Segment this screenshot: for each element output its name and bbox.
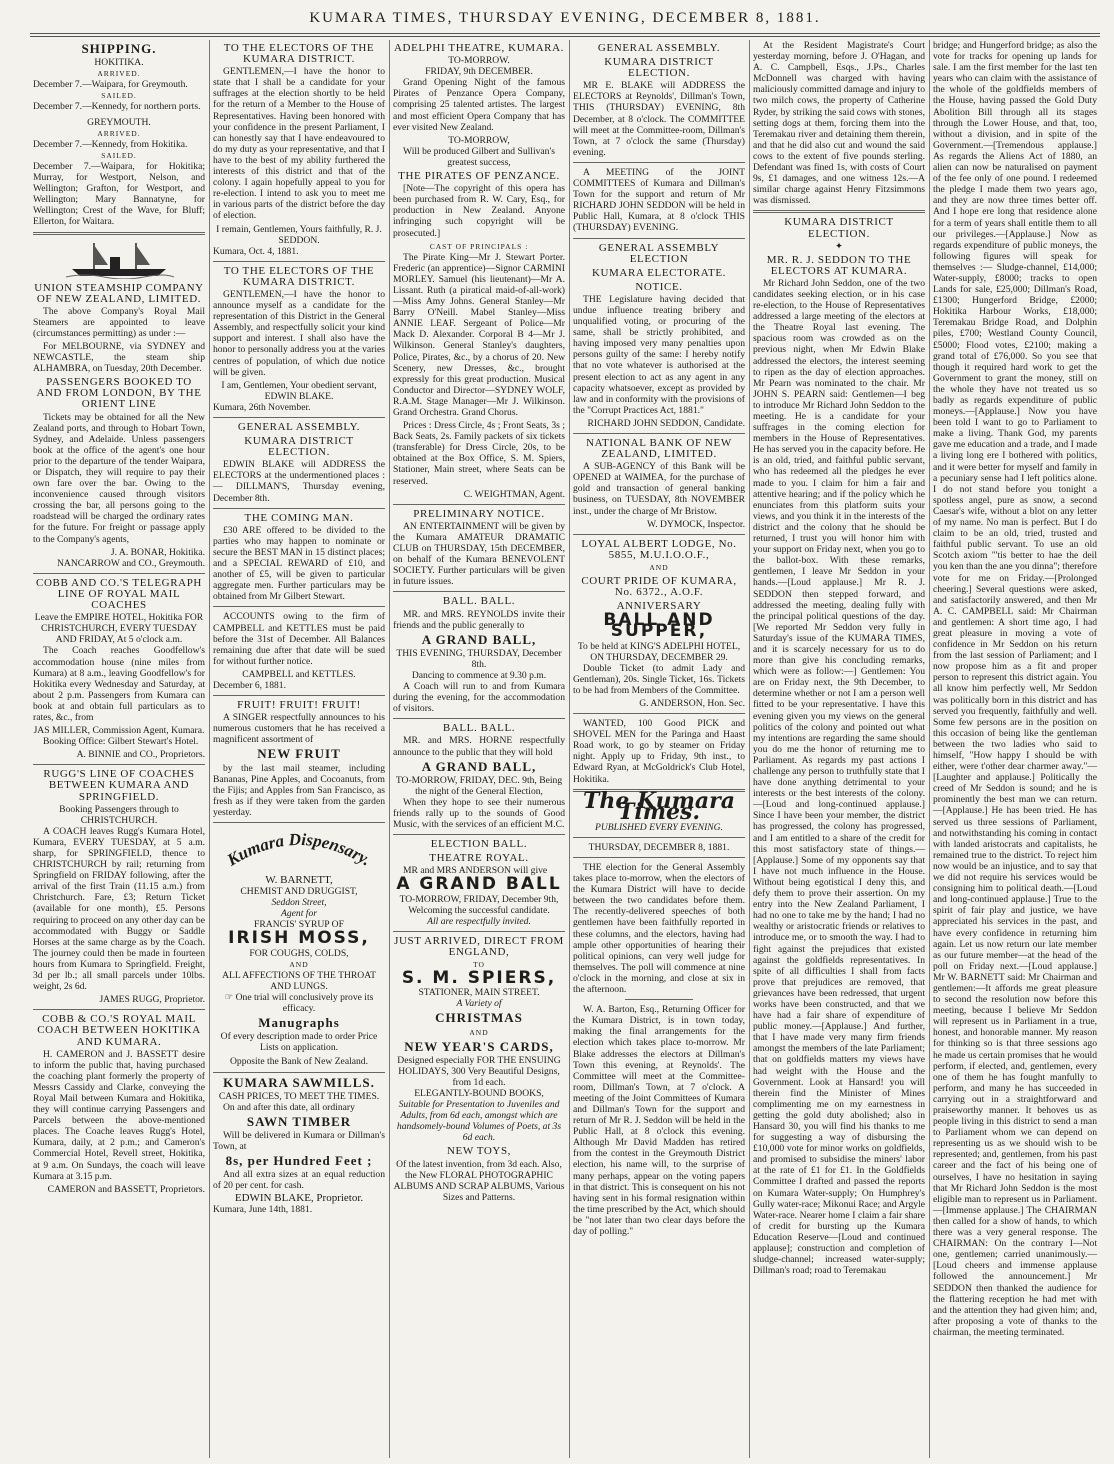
sawmills-title: KUMARA SAWMILLS.: [223, 1074, 375, 1090]
sawmills-text-2: Will be delivered in Kumara or Dillman's Town, at: [213, 1129, 385, 1152]
masthead-rule-2: [30, 36, 1100, 37]
shipping-port: GREYMOUTH.: [87, 116, 151, 128]
barnett-name: W. BARNETT,: [265, 874, 333, 886]
district-election-title: KUMARA DISTRICT ELECTION.: [244, 435, 354, 459]
divider: [573, 433, 745, 434]
fruit-text-2: by the last mail steamer, including Bananas, Pine Apples, and Cocoanuts, from the Fijis; and Apples from San Francisco, as fresh as if they were taken from the garden yesterday.: [213, 762, 385, 818]
accounts-signature: CAMPBELL and KETTLES.: [242, 668, 356, 680]
accounts-date: December 6, 1881.: [213, 679, 286, 691]
divider: [393, 931, 565, 932]
divider: [213, 606, 385, 607]
ball-when-3: TO-MORROW, FRIDAY, December 9th,: [399, 893, 559, 905]
chemist-title: CHEMIST AND DRUGGIST,: [240, 886, 358, 898]
spiers-heading: S. M. SPIERS,: [401, 968, 557, 989]
svg-text:Kumara Dispensary.: Kumara Dispensary.: [223, 829, 375, 870]
will-be-line: Will be produced Gilbert and Sullivan's greatest success,: [403, 145, 555, 168]
shipping-entry: December 7.—Kennedy, from Hokitika.: [33, 138, 188, 150]
ball-text-3: When they hope to see their numerous friends rally up to the sounds of Good Music, with the services of an efficient M.C.: [393, 796, 565, 831]
wanted-text: WANTED, 100 Good PICK and SHOVEL MEN for the Paringa and Haast Road work, to go by steamer on Friday night. Apply up to Friday, 9th inst., to Edward Ryan, at McGoldrick's Club Hotel, Hokitika.: [573, 718, 745, 785]
copyright-note: [Note—The copyright of this opera has been purchased from R. W. Cary, Esq., for production in New Zealand. Anyone infringing such copyright will be prosecuted.]: [393, 183, 565, 239]
books-heading: ELEGANTLY-BOUND BOOKS,: [414, 1087, 544, 1099]
general-assembly-title: GENERAL ASSEMBLY.: [597, 42, 721, 54]
divider: [213, 261, 385, 262]
agent-bonar: J. A. BONAR, Hokitika.: [110, 546, 205, 558]
ball-title: BALL. BALL.: [442, 595, 516, 608]
anderson-signature: G. ANDERSON, Hon. Sec.: [639, 697, 745, 709]
shipping-entry: December 7.—Waipara, for Greymouth.: [33, 79, 188, 91]
assembly-election-title: GENERAL ASSEMBLY ELECTION: [598, 241, 720, 265]
royal-mail-title: COBB & CO.'S ROYAL MAIL COACH BETWEEN HOKITIKA AND KUMARA.: [37, 1013, 201, 1048]
electors-seddon-title: TO THE ELECTORS OF THE KUMARA DISTRICT.: [223, 42, 375, 66]
and-line: AND: [469, 1027, 489, 1037]
tomorrow-line: TO-MORROW.: [448, 55, 510, 67]
passengers-text: Tickets may be obtained for all the New Zealand ports, and through to Hobart Town, Sydney, and Adelaide. Unless passengers book at the office of the agent's one hour prior to the departure of the tender Waipara, or Dispatch, they will require to pay their own fare over the bar. Owing to the inconvenience caused through visitors crossing the bar, all persons going to the roadstead will be charged the ordinary rates for the future. For freight or passage apply to the Company's agents,: [33, 411, 205, 545]
sawmills-text: On and after this date, all ordinary: [223, 1101, 355, 1113]
sawmills-text-3: And all extra sizes at an equal reduction of 20 per cent. for cash.: [213, 1169, 385, 1192]
anderson-ball-text: MR and MRS ANDERSON will give: [403, 865, 548, 877]
cobb-subtitle: Leave the EMPIRE HOTEL, Hokitika FOR CHRISTCHURCH, EVERY TUESDAY AND FRIDAY, At 5 o'clock a.m.: [34, 612, 204, 646]
shipping-label: ARRIVED.: [97, 128, 141, 138]
shipping-label: ARRIVED.: [97, 69, 141, 79]
divider: [573, 857, 745, 858]
and-line: AND: [289, 959, 309, 969]
rugg-subtitle: Booking Passengers through to CHRISTCHURCH.: [59, 803, 179, 826]
theatre-royal-title: THEATRE ROYAL.: [429, 852, 529, 865]
irish-moss-heading: IRISH MOSS,: [228, 928, 370, 949]
royal-mail-text: H. CAMERON and J. BASSETT desire to inform the public that, having purchased the coaching plant formerly the property of Messrs Cassidy and Clarke, conveying the Royal Mail between Kumara and Hokitika, they will continue carrying Passengers and Parcels between the above-mentioned places. The Coache leaves Rugg's Hotel, Kumara, daily, at 2 p.m.; and Cameron's Commercial Hotel, Revell street, Hokitika, at 9 a.m. On Sundays, the coach will leave Kumara at 3.15 p.m.: [33, 1048, 205, 1182]
grand-ball-heading-2: A GRAND BALL,: [421, 758, 537, 774]
new-year-heading: NEW YEAR'S CARDS,: [404, 1038, 554, 1054]
seddon-report-continued: bridge; and Hungerford bridge; as also the vote for tracks for opening up lands for sale. I am the first member for the last ten years who can claim with the assistance of the whole of the goldfields members of the House, having passed the Gold Duty Abolition Bill through all its stages through the Lower House, and that, too, without a division, and in spite of the Government.—[Tremendous applause.] As regards the Aliens Act of 1880, an alien can now be naturalised on payment of the fee only of one pound. I redeemed the pledge I made them two years ago, and they are now three times better off. And I hope ere long that residence alone for a term of years shall entitle them to all our privileges.—[Applause.] Now as regards expenditure of public moneys, the following figures will speak for themselves :— Sludge-channel, £14,000; Water-supply, £8000; tracks to open Lands for sale, £25,000; Dillman's Road, £1300; Hungerford Bridge, £2000; Hokitika Harbour Works, £18,000; Teremakau Bridge Road, and Dolphin piles, £700; Westland County Council, £5000; Flood votes, £2100; making a grand total of £76,000. So you see that though it required hard work to get the Government to grant the money, still on the whole they have not treated us so badly as regards expenditure of public moneys.—[Applause.] Now you have been told I want to go to Parliament to make a living. Thank God, my parents gave me education and a trade, and I made a living long ere I bothered with politics, and it were better for myself and family in a pecuniary sense had I left politics alone. I do not stand before you tonight a spotless angel, pure as snow, a second Caesar's wife, without a blot on any letter of my name. No man is perfect. But I do claim to be an old, tried, trusted and faithful public servant. To use an old Scotch axiom "'tis better to hae the deil you ken than the ane you dinna"; therefore vote for me on Friday.—[Prolonged cheering.] Several questions were asked, and satisfactorily answered, and then Mr A. C. CAMPBELL said: Mr Chairman and gentlemen: A short time ago, I had great pleasure in moving a vote of confidence in Mr Seddon on his return from the last session of Parliament; and I now propose him as a fit and proper person to represent this district again. You all know him perfectly well, Mr Seddon was politically born in this district and has served you frequently, faithfully and well. Some few persons are in the position on this occasion of being like the gentleman between the two ladies who said to himself, "How happy I should be with either, were t'other dear charmer away."—[Laughter and applause.] Politically the creed of Mr Seddon is sound; and he is prominently the best man we can return.—[Applause.] He has been tried. He has served us three sessions of Parliament, and notwithstanding his coming in contact with landed aristocrats and capitalists, he remained true to the district. To reject him now would be an injustice, and to say that we did not require his services would be consigning him to political death.—[Loud and long-continued applause.] True to the spirit of fair play and justice, we have appreciated his services in the past, and have every confidence in returning him again. Let us now return our late member as our future member—at the head of the poll on Friday next.—[Loud applause.] Mr W. BARNETT said: Mr Chairman and gentlemen:—It affords me great pleasure to second the resolution now before this meeting, because I believe Mr Seddon will represent us in Parliament in a true, honest, and honorable manner. My reason for thinking so is that three sessions ago he made us certain promises that he would perform, if elected, and, gentlemen, every one of them he has fought manfully to perform, and many he has succeeded in carrying out in a straightforward and praiseworthy manner. It behoves us as people living in this district to send a man to Parliament whom we can depend on representing us as we should wish to be represented; and, gentlemen, from his past career and the fact of his being one of ourselves, I have no hesitation in saying that Mr Richard John Seddon is the most eligible man to represent us in Parliament.—[Immense applause.] The CHAIRMAN then called for a show of hands, to which there was a very general response. The CHAIRMAN: On the contrary I—Not one, gentlemen; carried unanimously.—[Loud cheers and immense applause followed the announcement.] Mr SEDDON then thanked the audience for the flattering reception he had met with and the attention they had given him; and, after proposing a vote of thanks to the chairman, the meeting terminated.: [933, 40, 1097, 1338]
seddon-report-text: Mr Richard John Seddon, one of the two candidates seeking election, or in his case re-election, to the House of Representatives addressed a large meeting of the electors at the Theatre Royal last evening. The spacious room was crowded as on the previous night, when Mr Edwin Blake addressed the electors, the interest seeming to ripen as the day of election approaches. Mr Pearn was nominated to the chair. Mr JOHN S. PEARN said: Gentlemen—I beg to introduce Mr Richard John Seddon to the meeting. He is a candidate for your suffrages in the coming election for members in the House of Representatives. He has served you in the capacity before. He is an old, tried, and faithful public servant, who has redeemed all the pledges he ever made to you. I claim for him a fair and attentive hearing; and if the policy which he enunciates from this platform suits your views, and you think it in the interests of the district and the colony that he should be returned, I trust you will honor him with your support on Friday next, when you go to the ballot-box. With these remarks, gentlemen, I leave Mr Seddon in your hands.—[Loud applause.] Mr R. J. SEDDON then stepped forward, and addressed the meeting, dealing fully with the principal political questions of the day. [We reported Mr Seddon very fully in Saturday's issue of the KUMARA TIMES, and it is scarcely necessary for us to do more than give his concluding remarks, which were as follow:—] Gentlemen: You are on Friday next, the 9th December, to determine whether or not I am a person well fitted to be your representative. I have this evening given you my views on the general politics of the colony and pointed out what my intentions are regarding the same should you do me the honor of returning me to Parliament. As regards my past actions I challenge any person to truthfully state that I have done anything detrimental to your interests or the best interests of the colony.—[Loud and long-continued applause.] Since I have been your member, the district has progressed, the colony has progressed, and I am entitled to a share of the credit for this most satisfactory state of things.—[Applause.] Some of my opponents say that I have not much influence in the House. Without being egotistical I deny this, and defy them to prove their assertion. On my entry into the New Zealand Parliament, I had no one to take me by the hand; I had no wealthy or aristocratic friends or relatives to introduce me, or to smooth the way. I had to fight against the prejudices that existed against the goldfields representatives. In spite of all difficulties I shall from facts prove that prejudices are removed, that grievances have been redressed, that urgent works have been constructed, and that we have had a fair share of expenditure of public money.—[Applause.] And further, that I have made very many firm friends amongst the members of the late Parliament; that on goldfields matters my views have had weight with the House and the Government. Look at Hansard! you will therein find the Minister of Mines complimenting me on my earnestness in getting the gold duty abolished; also in Hansard 30, you will find his thanks to me for suggesting a way of disbursing the £10,000 vote for minor works on goldfields, and promised to subsidise the miners' labor at the rate of £1 for £1. In the Goldfields Committee I drafted and passed the reports on Kumara Water-supply; On Humphrey's Gully water-race; Mikonui Race; and Argyle Water-race. Nearer home I claim a fair share of credit for bursting up the Kumara Education Reserve—[Loud and continued applause]; construction and completion of sludge-channel; increased water-supply; Dillman's road; road to Teremakau: [753, 277, 925, 1277]
ball-welcome: Welcoming the successful candidate.: [408, 904, 550, 916]
sawmills-signature: EDWIN BLAKE, Proprietor.: [234, 1192, 364, 1205]
news-text: W. A. Barton, Esq., Returning Officer for the Kumara District, is in town today, making the final arrangements for the election which takes place to-morrow. Mr Blake addresses the electors at Dillman's Town this evening, at Reynolds'. The Committee will meet at the Committee-room, Dillman's Town, at 7 o'clock. A meeting of the Joint Committees of Kumara and Dillman's Town for the support and return of Mr R. J. Seddon will be held in the Public Hall, at 8 o'clock this evening. Although Mr David Madden has retired from the contest in the Greymouth District election, his name will, to the surprise of many perhaps, appear on the voting papers in that district. This is consequent on his not having sent in his formal resignation within the time prescribed by the Act, which should be "not later than two clear days before the day of polling.": [573, 1004, 745, 1237]
new-fruit-heading: NEW FRUIT: [257, 746, 341, 762]
electors-seddon-signature: I remain, Gentlemen, Yours faithfully, R. J. SEDDON.: [216, 223, 382, 246]
lodge-title: LOYAL ALBERT LODGE, No. 5855, M.U.I.O.O.F.,: [581, 537, 737, 561]
price-heading: 8s, per Hundred Feet ;: [225, 1153, 373, 1169]
column-notices: [210, 40, 388, 1458]
electors-seddon-text: GENTLEMEN,—I have the honor to state that I shall be a candidate for your suffrages at the election shortly to be held for the return of a Member to the House of Representatives. Having been honored with your confidence in the present Parliament, I can honestly say that I have endeavoured to do my duty as your representative, and that I have to the best of my ability furthered the interests of this district and that of the colony. I again hopefully appeal to you for re-election. I intend to ask you to meet me in various parts of the district before the day of election.: [213, 66, 385, 222]
pointing-hand-icon: ☞: [224, 991, 236, 1003]
joint-meeting-text: A MEETING of the JOINT COMMITTEES of Kumara and Dillman's Town for the support and return of Mr RICHARD JOHN SEDDON will be held in Public Hall, Kumara, at 8 o'clock THIS (THURSDAY) EVENING.: [573, 166, 745, 234]
leader-text: THE election for the General Assembly takes place to-morrow, when the electors of the Kumara District will have to decide between the two candidates before them. The recently-delivered speeches of both gentlemen have been faithfully reported in these columns, and the electors, having had ample other opportunities of hearing their political opinions, can very well judge for themselves. The poll will commence at nine o'clock in the morning, and close at six in the afternoon.: [573, 862, 745, 996]
pirates-heading: THE PIRATES OF PENZANCE.: [398, 170, 560, 183]
sawmills-date: Kumara, June 14th, 1881.: [213, 1204, 313, 1216]
booking-office: Booking Office: Gilbert Stewart's Hotel.: [43, 736, 199, 748]
grand-ball-heading-3: A GRAND BALL: [396, 874, 562, 895]
fruit-text: A SINGER respectfully announces to his numerous customers that he has received a magnificent assortment of: [213, 712, 385, 746]
adelphi-title: ADELPHI THEATRE, KUMARA.: [393, 42, 565, 54]
divider: [573, 713, 745, 714]
divider: [33, 1009, 205, 1010]
binnie-signature: A. BINNIE and CO., Proprietors.: [76, 749, 205, 761]
dispensary-arc-heading: [214, 827, 384, 875]
electors-blake-text: GENTLEMEN,—I have the honor to announce myself as a candidate for the representation of this District in the General Assembly, and respectfully solicit your kind support and interest. I shall also have the honor to personally address you at the varies centres of population, of which due notice will be given.: [213, 288, 385, 378]
divider: [213, 1072, 385, 1073]
bank-signature: W. DYMOCK, Inspector.: [647, 518, 745, 530]
books-text: Suitable for Presentation to Juveniles and Adults, from 6d each, amongst which are handsomely-bound Volumes of Poets, at 3s 6d each.: [396, 1099, 562, 1144]
adelphi-text: Grand Opening Night of the famous Pirates of Penzance Opera Company, comprising 25 talented artistes. The largest and most efficient Opera Company that has ever visited New Zealand.: [393, 77, 565, 133]
cast-list: The Pirate King—Mr J. Stewart Porter. Frederic (an apprentice)—Signor CARMINI MORLEY. Samuel (his lieutenant)—Mr A. Lissant. Ruth (a piratical maid-of-all-work)—Miss Amy Johns. General Stanley—Mr Barry O'Neill. Mabel Stanley—Miss ANNIE LEAF. Sergeant of Police—Mr Mack D. Alexander. Corporal B 4—Mr J. Wilkinson. General Stanley's daughters, Police, Pirates, &c., by a chorus of 20. New Scenery, new Dresses, &c., brought expressly for this great production. Musical Conductor and Director—SYDNEY WOLF, R.A.M. Stage Manager—Mr J. Wilkinson. Grand Orchestra. Grand Chorus.: [393, 251, 565, 418]
prices-text: Prices : Dress Circle, 4s ; Front Seats, 3s ; Back Seats, 2s. Family packets of six tickets (transferable) for Dress Circle, 20s, to be obtained at the Box Office, S. M. Spiers, Stationer, Main street, where Seats can be reserved.: [393, 420, 565, 487]
column-report: [750, 40, 928, 1458]
seddon-street: Seddon Street,: [271, 897, 327, 909]
bank-title: NATIONAL BANK OF NEW ZEALAND, LIMITED.: [586, 437, 732, 461]
miller-signature: JAS MILLER, Commission Agent, Kumara.: [33, 725, 205, 737]
divider: [393, 591, 565, 592]
electors-seddon-date: Kumara, Oct. 4, 1881.: [213, 245, 299, 257]
designed-text: Designed especially FOR THE ENSUING HOLIDAYS, 300 Very Beautiful Designs, from 1d each.: [397, 1054, 561, 1088]
grand-ball-heading: A GRAND BALL,: [421, 631, 537, 647]
masthead: KUMARA TIMES, THURSDAY EVENING, DECEMBER 8, 1881.: [309, 10, 821, 26]
district-election-text: EDWIN BLAKE will ADDRESS the ELECTORS at the undermentioned places :— DILLMAN'S, Thursday evening, December 8th.: [213, 459, 385, 504]
sawn-timber-heading: SAWN TIMBER: [246, 1113, 352, 1129]
and-line: AND: [649, 562, 669, 572]
divider: [213, 508, 385, 509]
cobb-title: COBB AND CO.'S TELEGRAPH LINE OF ROYAL MAIL COACHES: [36, 576, 202, 612]
friday-line: FRIDAY, 9th DECEMBER.: [425, 66, 533, 78]
ball-coach: A Coach will run to and from Kumara during the evening, for the accommodation of visitors.: [393, 681, 565, 715]
general-assembly-title: GENERAL ASSEMBLY.: [237, 421, 361, 433]
accounts-text: ACCOUNTS owing to the firm of CAMPBELL and KETTLES must be paid before the 31st of December. All Balances remaining due after that date will be sued for without further notice.: [213, 611, 385, 667]
divider: [753, 210, 925, 213]
shipping-label: SAILED.: [101, 150, 137, 160]
divider: [573, 534, 745, 535]
divider: [213, 695, 385, 696]
court-title: COURT PRIDE OF KUMARA, No. 6372., A.O.F.: [581, 575, 737, 599]
bank-text: A SUB-AGENCY of this Bank will be OPENED at WAIMEA, for the purchase of gold and transaction of general banking business, on TUESDAY, 8th NOVEMBER inst., under the charge of Mr Bristow.: [573, 461, 745, 517]
district-election-title: KUMARA DISTRICT ELECTION.: [784, 216, 894, 240]
preliminary-title: PRELIMINARY NOTICE.: [413, 507, 545, 520]
fruit-title: FRUIT! FRUIT! FRUIT!: [237, 699, 361, 712]
sawmills-subtitle: CASH PRICES, TO MEET THE TIMES.: [218, 1090, 380, 1102]
cobb-text: The Coach reaches Goodfellow's accommodation house (nine miles from Kumara) at 8 a.m., leaving Goodfellow's for Hokitika every Wednesday and Saturday, at about 2 p.m. Passengers from Kumara can book at and obtain full particulars as to rates, &c., from: [33, 645, 205, 723]
weightman-signature: C. WEIGHTMAN, Agent.: [463, 488, 565, 500]
divider: [573, 837, 745, 838]
divider: [573, 162, 745, 163]
preliminary-text: AN ENTERTAINMENT will be given by the Kumara AMATEUR DRAMATIC CLUB on THURSDAY, 15th DECEMBER, on behalf of the Kumara BENEVOLENT SOCIETY. Further particulars will be given in future issues.: [393, 520, 565, 588]
ball-when-2: TO-MORROW, FRIDAY, DEC. 9th, Being the night of the General Election,: [395, 774, 563, 797]
shipping-label: SAILED.: [101, 91, 137, 101]
opposite-line: Opposite the Bank of New Zealand.: [229, 1056, 368, 1068]
ball-dance: Dancing to commence at 9.30 p.m.: [411, 669, 547, 681]
held-at-text: To be held at KING'S ADELPHI HOTEL, ON THURSDAY, DECEMBER 29.: [577, 640, 741, 663]
just-arrived-title: JUST ARRIVED, DIRECT FROM ENGLAND,: [394, 934, 564, 958]
anniversary-heading: ANNIVERSARY: [616, 600, 702, 613]
rugg-title: RUGG'S LINE OF COACHES BETWEEN KUMARA AND SPRINGFIELD.: [43, 768, 195, 803]
masthead-rule: [30, 33, 1100, 34]
royal-mail-signature: CAMERON and BASSETT, Proprietors.: [47, 1183, 205, 1195]
shipping-entry: December 7.—Waipara, for Hokitika; Murray, for Westport, Nelson, and Wellington; Grafton, for Westport, and Wellington; Mary Bannatyne, for Wellington; Crest of the Wave, for Bluff; Ellerton, for Waitara.: [33, 160, 205, 228]
column-editorial: [570, 40, 748, 1458]
tomorrow-line-2: TO-MORROW,: [448, 134, 510, 146]
ball-when: THIS EVENING, THURSDAY, December 8th.: [396, 647, 562, 670]
ornament-icon: ✦: [834, 240, 844, 252]
agent-nancarrow: NANCARROW and CO., Greymouth.: [57, 557, 205, 569]
ball-text: MR. and MRS. REYNOLDS invite their friends and the public generally to: [393, 608, 565, 631]
steamship-icon: [64, 239, 174, 279]
rugg-signature: JAMES RUGG, Proprietor.: [99, 994, 205, 1006]
affections-line: ALL AFFECTIONS OF THE THROAT AND LUNGS.: [222, 969, 376, 992]
blake-address-text: MR E. BLAKE will ADDRESS the ELECTORS at Reynolds', Dillman's Town, THIS (THURSDAY) EVENING, 8th December, at 8 o'clock. The COMMITTEE will meet at the Committee-room, Dillman's Town, at 7 o'clock the same (Thursday) evening.: [573, 80, 745, 158]
district-election-title: KUMARA DISTRICT ELECTION.: [604, 56, 714, 80]
ball-text-2: MR. and MRS. HORNE respectfully announce to the public that they will hold: [393, 735, 565, 758]
shipping-port: HOKITIKA.: [94, 57, 144, 69]
to-line: TO: [473, 960, 485, 970]
coughs-line: FOR COUGHS, COLDS,: [249, 947, 349, 959]
trial-line: [213, 992, 385, 1014]
electors-blake-title: TO THE ELECTORS OF THE KUMARA DISTRICT.: [223, 264, 375, 288]
francis-syrup: FRANCIS' SYRUP OF: [254, 919, 344, 931]
divider: [213, 822, 385, 823]
ball-supper-heading: BALL AND SUPPER,: [603, 610, 715, 642]
ball-title-2: BALL. BALL.: [442, 722, 516, 735]
union-text: The above Company's Royal Mail Steamers are appointed to leave (circumstances permitting) as under :—: [33, 305, 205, 339]
rugg-text: A COACH leaves Rugg's Kumara Hotel, Kumara, EVERY TUESDAY, at 5 a.m. sharp, for SPRINGFIELD, thence to CHRISTCHURCH by rail; returning from Springfield on FRIDAY following, after the arrival of the first Train (11.15 a.m.) from Christchurch. Fare, £3; Return Ticket (available for one month), £5. Persons requiring to proceed on any other day can be accommodated with Buggy or Saddle Horses at the same charge as by the Coach. The journey could then be made in fourteen hours from Kumara to Springfield. Freight, 3d per lb.; all small parcels under 10lbs. weight, 2s 6d.: [33, 825, 205, 993]
election-ball-title: ELECTION BALL.: [430, 838, 528, 851]
notice-title: NOTICE.: [635, 280, 683, 293]
toys-heading: NEW TOYS,: [446, 1145, 512, 1158]
column-entertainments: [390, 40, 568, 1458]
passengers-title: PASSENGERS BOOKED TO AND FROM LONDON, BY THE ORIENT LINE: [36, 376, 202, 411]
divider: [213, 417, 385, 418]
divider: [625, 999, 694, 1000]
notice-signature: RICHARD JOHN SEDDON, Candidate.: [587, 417, 745, 429]
published-line: PUBLISHED EVERY EVENING.: [595, 821, 723, 833]
notice-text: THE Legislature having decided that undue influence treating bribery and unqualified voting, or procuring of the same, shall be strictly prohibited, and having imposed very many penalties upon persons guilty of the same: I hereby notify that no vote whatever is authorised at the present election to act as any agent in any capacity whatsoever, except as provided by law and in conformity with the provisions of the "Corrupt Practices Act, 1881.": [573, 293, 745, 416]
column-report-continued: [930, 40, 1100, 1458]
electors-blake-signature: I am, Gentlemen, Your obedient servant, EDWIN BLAKE.: [221, 379, 377, 402]
variety-line: A Variety of: [456, 998, 502, 1010]
shipping-entry: December 7.—Kennedy, for northern ports.: [33, 101, 201, 113]
union-title: UNION STEAMSHIP COMPANY OF NEW ZEALAND, LIMITED.: [34, 281, 204, 305]
dateline: THURSDAY, DECEMBER 8, 1881.: [588, 841, 730, 853]
electors-blake-date: Kumara, 26th November.: [213, 401, 311, 413]
manugraphs-text: Of every description made to order Price Lists on application.: [220, 1031, 378, 1054]
divider: [33, 764, 205, 765]
christmas-heading: CHRISTMAS: [435, 1010, 523, 1026]
divider: [393, 504, 565, 505]
agent-for: Agent for: [281, 908, 317, 920]
union-destination: For MELBOURNE, via SYDNEY and NEWCASTLE, the steam ship ALHAMBRA, on Tuesday, 20th December.: [33, 340, 205, 375]
spiers-subtitle: STATIONER, MAIN STREET.: [418, 987, 540, 999]
coming-man-title: THE COMING MAN.: [244, 511, 354, 524]
trial-text: One trial will conclusively prove its efficacy.: [235, 991, 374, 1015]
seddon-report-title: MR. R. J. SEDDON TO THE ELECTORS AT KUMARA.: [766, 253, 912, 277]
divider: [573, 238, 745, 239]
coming-man-text: £30 ARE offered to be divided to the parties who may happen to nominate or secure the BEST MAN in 15 distinct places; and a SPECIAL REWARD of £10, and another of £5, will be given to particular aggregate men. Further particulars may be obtained from Mr Gilbert Stewart.: [213, 524, 385, 603]
court-report-text: At the Resident Magistrate's Court yesterday morning, before J. O'Hagan, and A. C. Campbell, Esqs., J.Ps., Charles McDonnell was charged with having maliciously committed damage and injury to two milch cows, the property of Catherine Ryder, by striking the said cows with stones, setting dogs at them, forcing them into the Teremakau river and detaining them therein, and that he did also cut and wound the said cows to the extent of five pounds sterling. Defendant was fined 1s, with costs of Court 9s, £1 damages, and one witness 12s.—A similar charge against Henry Fitzsimmons was dismissed.: [753, 40, 925, 207]
electorate-title: KUMARA ELECTORATE.: [591, 266, 727, 279]
manugraphs-heading: Manugraphs: [258, 1015, 340, 1031]
divider: [33, 573, 205, 574]
divider: [393, 834, 565, 835]
ball-invited: All are respectfully invited.: [427, 915, 531, 927]
column-shipping: [30, 40, 208, 1458]
tickets-text: Double Ticket (to admit Lady and Gentleman), 20s. Single Ticket, 16s. Tickets to be had from Members of the Committee.: [573, 662, 745, 696]
paper-title: The Kumara Times.: [582, 787, 736, 825]
toys-text: Of the latest invention, from 3d each. Also, the New FLORAL PHOTOGRAPHIC ALBUMS AND SCRAP ALBUMS, Various Sizes and Patterns.: [393, 1158, 565, 1203]
cast-title: CAST OF PRINCIPALS :: [429, 241, 529, 251]
divider: [33, 232, 205, 235]
shipping-title: SHIPPING.: [81, 41, 157, 56]
divider: [393, 718, 565, 719]
